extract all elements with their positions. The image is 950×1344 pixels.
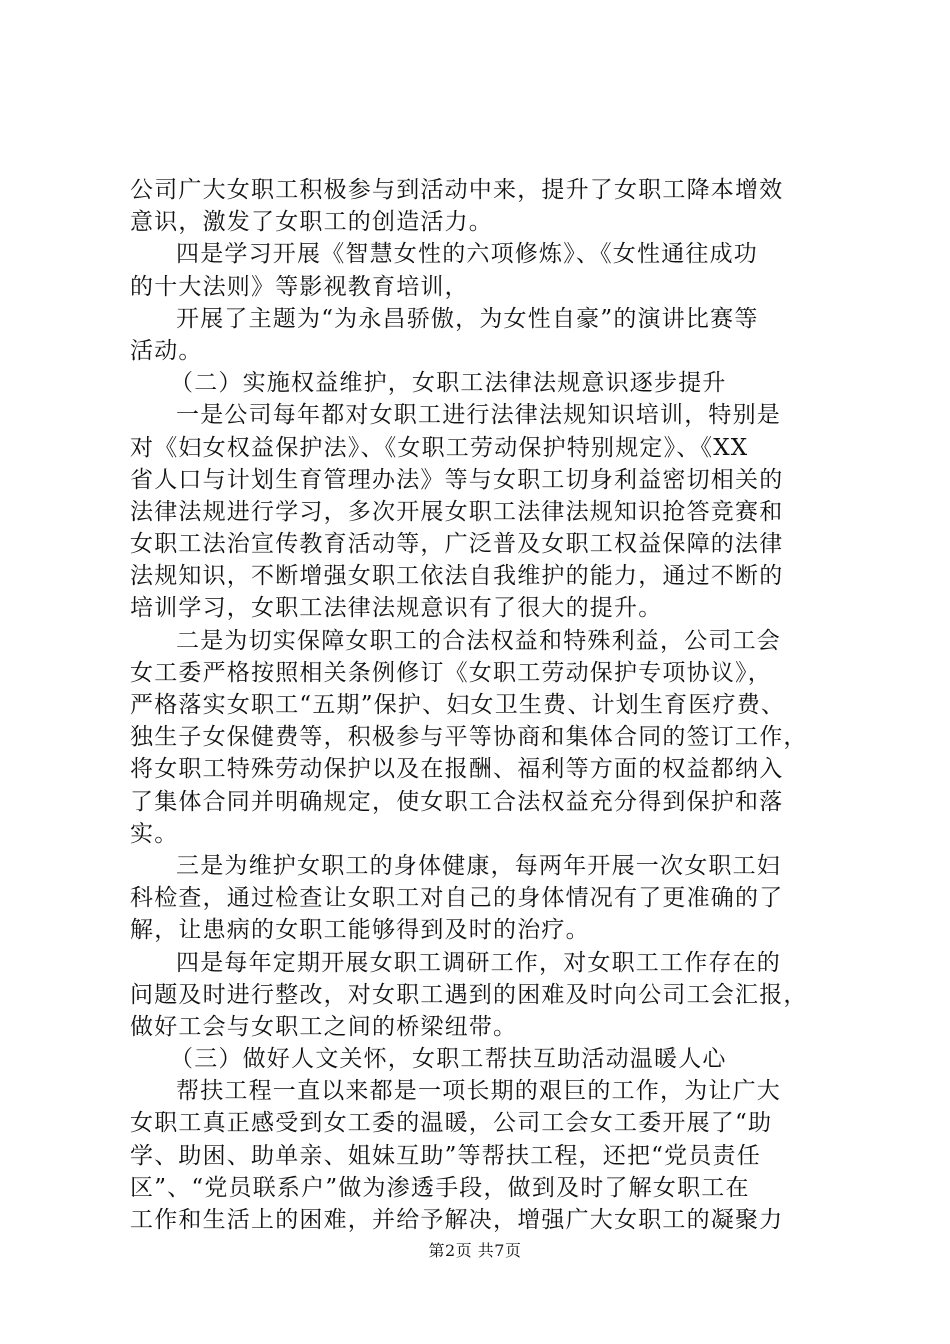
text-line: 女职工法治宣传教育活动等，广泛普及女职工权益保障的法律 — [130, 531, 784, 558]
text-line: 法律法规进行学习，多次开展女职工法律法规知识抢答竞赛和 — [130, 498, 784, 525]
text-line: 科检查，通过检查让女职工对自己的身体情况有了更准确的了 — [130, 885, 784, 912]
text-line: 开展了主题为“为永昌骄傲，为女性自豪”的演讲比赛等 — [176, 305, 759, 332]
text-line: 了集体合同并明确规定，使女职工合法权益充分得到保护和落 — [130, 788, 784, 815]
text-line: 培训学习，女职工法律法规意识有了很大的提升。 — [130, 595, 663, 622]
text-line: 公司广大女职工积极参与到活动中来，提升了女职工降本增效 — [130, 177, 784, 203]
text-line: 将女职工特殊劳动保护以及在报酬、福利等方面的权益都纳入 — [130, 756, 784, 783]
text-line: 区”、“党员联系户”做为渗透手段，做到及时了解女职工在 — [130, 1174, 750, 1201]
text-line: 的十大法则》等影视教育培训， — [130, 273, 469, 300]
text-line: 女工委严格按照相关条例修订《女职工劳动保护专项协议》， — [130, 659, 772, 686]
text-line: 严格落实女职工“五期”保护、妇女卫生费、计划生育医疗费、 — [130, 692, 786, 718]
section-heading: （二）实施权益维护，女职工法律法规意识逐步提升 — [170, 370, 727, 397]
text-line: 对《妇女权益保护法》、《女职工劳动保护特别规定》、《XX — [130, 434, 749, 461]
text-line: 三是为维护女职工的身体健康，每两年开展一次女职工妇 — [176, 852, 781, 879]
text-line: 二是为切实保障女职工的合法权益和特殊利益，公司工会 — [176, 627, 781, 654]
text-line: 省人口与计划生育管理办法》等与女职工切身利益密切相关的 — [130, 466, 784, 493]
text-line: 解，让患病的女职工能够得到及时的治疗。 — [130, 917, 590, 944]
text-line: 帮扶工程一直以来都是一项长期的艰巨的工作，为让广大 — [176, 1078, 781, 1105]
text-line: 法规知识，不断增强女职工依法自我维护的能力，通过不断的 — [130, 563, 784, 590]
text-line: 独生子女保健费等，积极参与平等协商和集体合同的签订工作， — [130, 724, 808, 751]
text-line: 意识，激发了女职工的创造活力。 — [130, 209, 493, 236]
text-line: 学、助困、助单亲、姐妹互助”等帮扶工程，还把“党员责任 — [130, 1142, 761, 1169]
text-line: 工作和生活上的困难，并给予解决，增强广大女职工的凝聚力 — [130, 1207, 784, 1233]
text-line: 一是公司每年都对女职工进行法律法规知识培训，特别是 — [176, 402, 781, 429]
text-line: 做好工会与女职工之间的桥梁纽带。 — [130, 1013, 518, 1040]
text-line: 问题及时进行整改，对女职工遇到的困难及时向公司工会汇报， — [130, 981, 808, 1008]
page-footer: 第2页 共7页 — [428, 1241, 522, 1260]
document-body — [130, 174, 830, 1236]
text-line: 四是每年定期开展女职工调研工作，对女职工工作存在的 — [176, 949, 781, 976]
text-line: 女职工真正感受到女工委的温暖，公司工会女工委开展了“助 — [130, 1110, 773, 1137]
text-line: 活动。 — [130, 337, 203, 364]
section-heading: （三）做好人文关怀，女职工帮扶互助活动温暖人心 — [170, 1046, 727, 1073]
text-line: 四是学习开展《智慧女性的六项修炼》、《女性通往成功 — [176, 241, 758, 268]
text-line: 实。 — [130, 820, 179, 847]
